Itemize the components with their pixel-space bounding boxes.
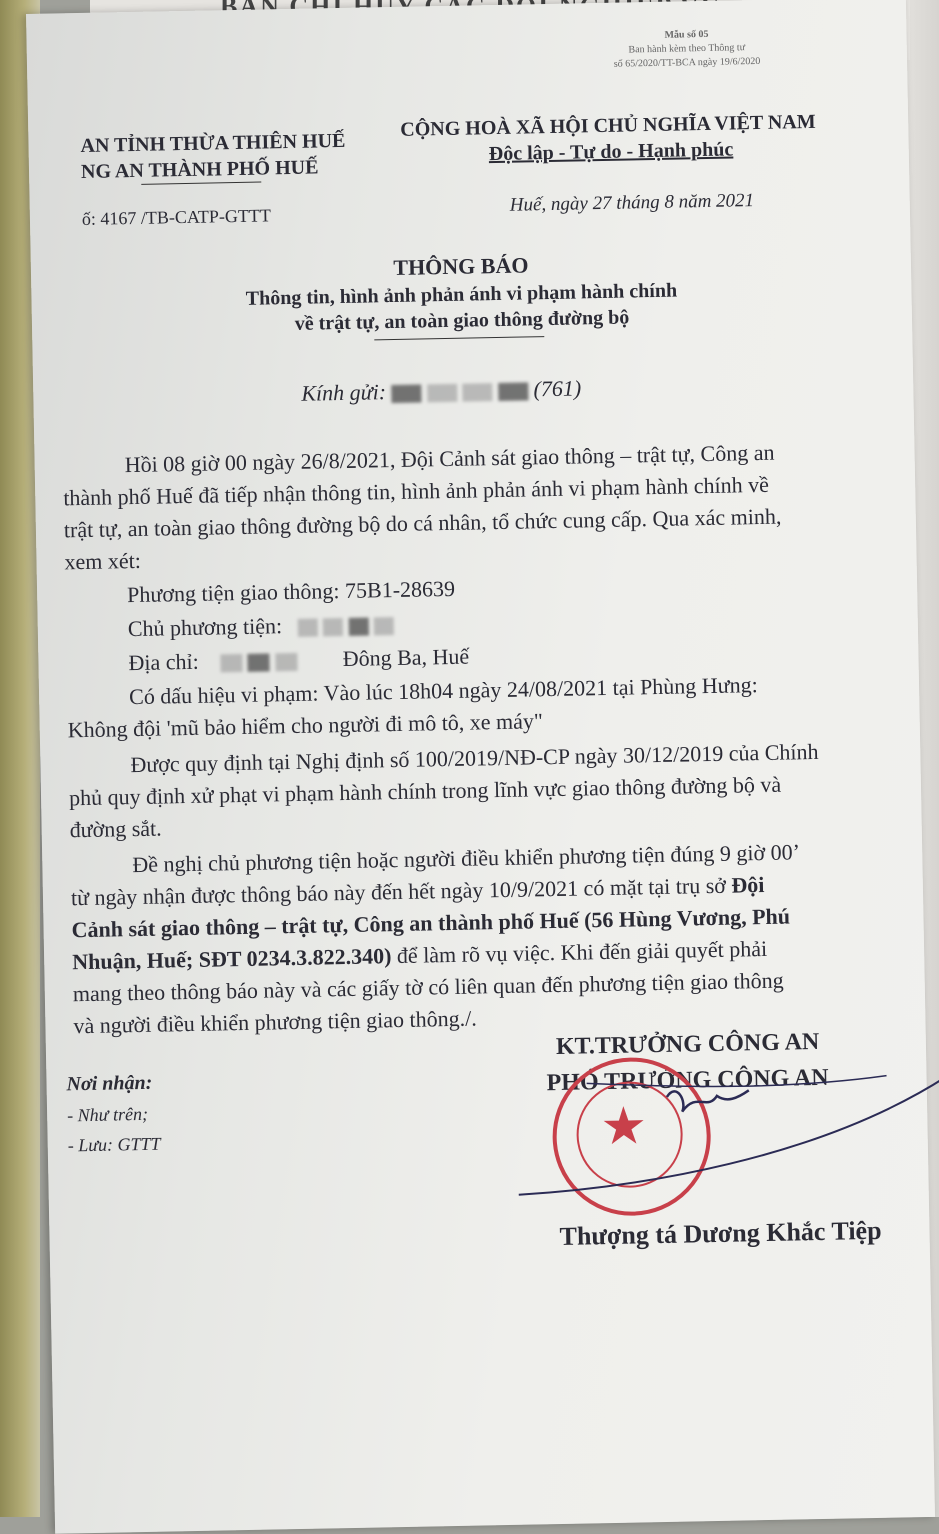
redacted-name: [427, 384, 457, 403]
signature: [486, 1036, 939, 1225]
request-line1: Đề nghị chủ phương tiện hoặc người điều khiển phương tiện đúng 9 giờ 00’: [132, 839, 801, 878]
request-line2-bold: Đội: [731, 871, 765, 898]
form-line2: số 65/2020/TT-BCA ngày 19/6/2020: [613, 55, 761, 70]
law-line3: đường sắt.: [69, 815, 162, 843]
nation-line1: CỘNG HOÀ XÃ HỘI CHỦ NGHĨA VIỆT NAM: [400, 110, 816, 141]
address-line: [128, 644, 469, 677]
address-label: Địa chỉ:: [128, 648, 199, 676]
redacted-address: [220, 654, 242, 672]
star-icon: ★: [599, 1098, 648, 1157]
request-line3: Cảnh sát giao thông – trật tự, Công an thành phố Huế (56 Hùng Vương, Phú: [71, 903, 791, 943]
request-line4-text: để làm rõ vụ việc. Khi đến giải quyết phải: [391, 935, 768, 969]
para1-line4: xem xét:: [64, 547, 142, 575]
request-line4-bold: Nhuận, Huế; SĐT 0234.3.822.340): [71, 943, 392, 975]
violation-line1: Có dấu hiệu vi phạm: Vào lúc 18h04 ngày 24/08/2021 tại Phùng Hưng:: [128, 672, 758, 710]
law-line1: Được quy định tại Nghị định số 100/2019/NĐ-CP ngày 30/12/2019 của Chính: [130, 738, 819, 778]
owner-line: [128, 611, 395, 642]
title-underline: [374, 336, 544, 340]
vehicle-plate: Phương tiện giao thông: 75B1-28639: [126, 575, 456, 608]
agency-line2: NG AN THÀNH PHỐ HUẾ: [80, 156, 319, 183]
request-line6: và người điều khiển phương tiện giao thông./.: [73, 1005, 477, 1039]
request-line5: mang theo thông báo này và các giấy tờ có liên quan đến phương tiện giao thông: [72, 967, 784, 1007]
para1-line3: trật tự, an toàn giao thông đường bộ do cá nhân, tổ chức cung cấp. Qua xác minh,: [63, 503, 782, 543]
redacted-address: [248, 653, 270, 671]
recipients-item2: - Lưu: GTTT: [67, 1133, 161, 1156]
issue-date: Huế, ngày 27 tháng 8 năm 2021: [509, 190, 755, 216]
signer-title1: KT.TRƯỞNG CÔNG AN: [555, 1028, 820, 1061]
agency-line1: AN TỈNH THỪA THIÊN HUẾ: [80, 129, 346, 157]
redacted-owner: [374, 617, 394, 635]
recipients-item1: - Như trên;: [66, 1103, 149, 1126]
para1-line2: thành phố Huế đã tiếp nhận thông tin, hình ảnh phản ánh vi phạm hành chính về: [63, 471, 770, 511]
notice-subtitle-1: Thông tin, hình ảnh phản ánh vi phạm hành chính: [245, 279, 678, 310]
redacted-address: [275, 653, 297, 671]
nation-line2: Độc lập - Tự do - Hạnh phúc: [488, 138, 734, 166]
recipient-suffix: (761): [533, 375, 582, 402]
redacted-owner: [348, 617, 368, 635]
redacted-name: [498, 382, 528, 401]
para1-line1: Hồi 08 giờ 00 ngày 26/8/2021, Đội Cảnh sát giao thông – trật tự, Công an: [124, 439, 775, 478]
address-value: Đông Ba, Huế: [342, 643, 470, 672]
law-line2: phủ quy định xử phạt vi phạm hành chính trong lĩnh vực giao thông đường bộ và: [68, 771, 782, 811]
form-line1: Ban hành kèm theo Thông tư: [628, 42, 746, 56]
form-number: Mẫu số 05: [664, 28, 709, 41]
redacted-name: [462, 383, 492, 402]
request-line2-text: từ ngày nhận được thông báo này đến hết ngày 10/9/2021 có mặt tại trụ sở: [70, 872, 732, 911]
recipient-line: [301, 375, 581, 406]
redacted-name: [391, 384, 421, 403]
signer-name: Thượng tá Dương Khắc Tiệp: [559, 1215, 882, 1251]
violation-line2: Không đội 'mũ bảo hiểm cho người đi mô tô, xe máy": [67, 708, 544, 743]
notice-document: [26, 0, 935, 1534]
redacted-owner: [323, 618, 343, 636]
recipient-label: Kính gửi:: [301, 379, 387, 406]
signer-title2: PHÓ TRƯỞNG CÔNG AN: [546, 1064, 829, 1097]
redacted-owner: [298, 618, 318, 636]
recipients-title: Nơi nhận:: [66, 1071, 153, 1096]
notice-title: THÔNG BÁO: [393, 252, 529, 280]
owner-label: Chủ phương tiện:: [127, 613, 283, 642]
notice-subtitle-2: về trật tự, an toàn giao thông đường bộ: [294, 306, 630, 335]
document-number: ố: 4167 /TB-CATP-GTTT: [81, 205, 272, 229]
